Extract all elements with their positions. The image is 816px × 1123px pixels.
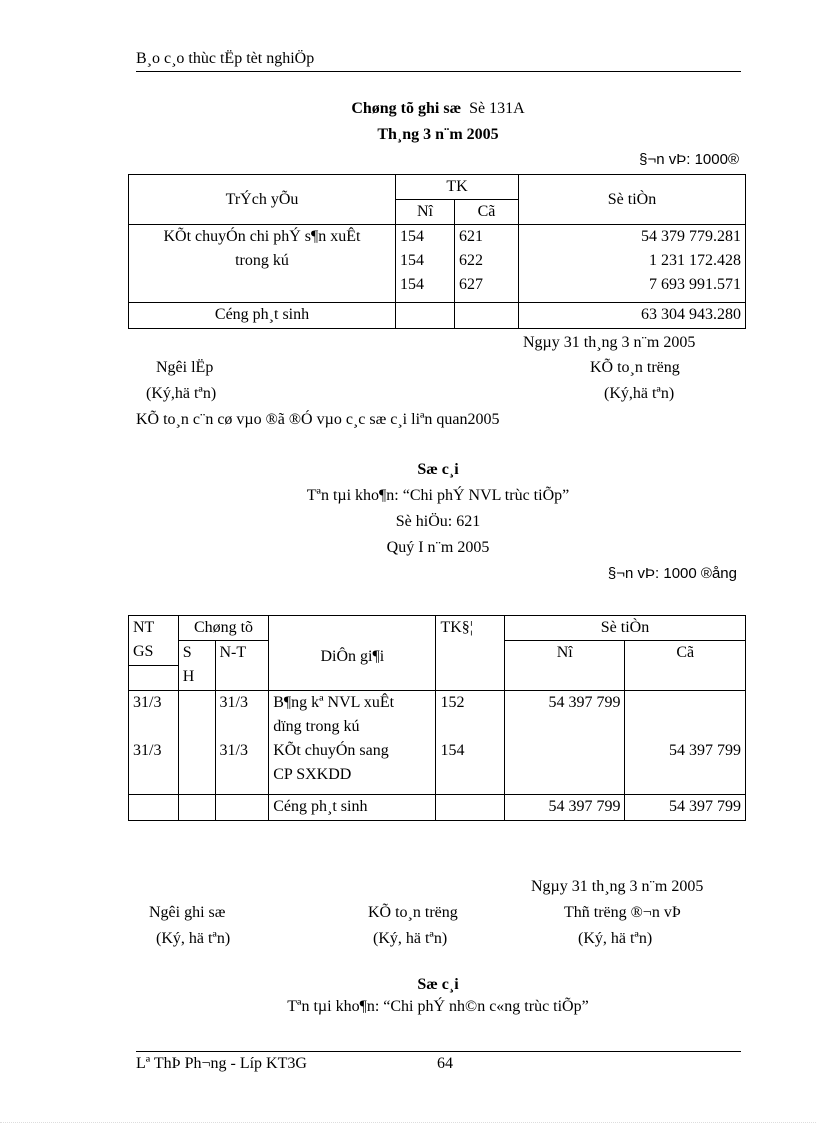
col-desc-header: DiÔn gi¶i	[269, 616, 436, 691]
header-rule	[136, 71, 741, 72]
voucher-unit: §¬n vÞ: 1000®	[639, 151, 739, 168]
col-amount-header: Sè tiÒn	[504, 616, 745, 641]
page-number: 64	[437, 1055, 453, 1072]
col-amount-header: Sè tiÒn	[519, 175, 746, 225]
col-voucher-header: Chøng tõ	[178, 616, 268, 641]
row-credit: 54 397 799	[625, 691, 746, 795]
footer-author: Lª ThÞ Ph¬ng - Líp KT3G	[136, 1055, 307, 1072]
col-debit-header: Nî	[504, 641, 624, 691]
voucher-date: Ngµy 31 th¸ng 3 n¨m 2005	[523, 334, 696, 351]
col-tk-header: TK§¦	[436, 616, 505, 691]
table-row	[129, 691, 746, 795]
voucher-note: KÕ to¸n c¨n cø vµo ®ã ®Ó vµo c¸c sæ c¸i liªn quan2005	[136, 411, 500, 428]
ledger-unit: §¬n vÞ: 1000 ®ång	[607, 565, 737, 582]
voucher-title: Chøng tõ ghi sæ Sè 131A	[351, 100, 525, 117]
row-tk: 152 154	[436, 691, 505, 795]
col-nt-header: NT GS	[129, 616, 179, 666]
ledger-account-number: Sè hiÖu: 621	[395, 513, 481, 530]
ledger-sig2-sign: (Ký, hä tªn)	[373, 930, 448, 947]
ledger-total-debit: 54 397 799	[504, 795, 624, 821]
voucher-period: Th¸ng 3 n¨m 2005	[377, 126, 499, 143]
ledger-sig3: Thñ trëng ®¬n vÞ	[564, 904, 681, 921]
voucher-amounts: 54 379 779.281 1 231 172.428 7 693 991.571	[519, 225, 746, 303]
row-nt: 31/3 31/3	[215, 691, 269, 795]
col-desc-header: TrÝch yÕu	[129, 175, 396, 225]
total-amount: 63 304 943.280	[519, 303, 746, 329]
col-credit-header: Cã	[625, 641, 746, 691]
ledger-sig2: KÕ to¸n trëng	[368, 904, 458, 921]
voucher-preparer-sign: (Ký,hä tªn)	[146, 385, 217, 402]
voucher-preparer: Ngêi lËp	[156, 359, 214, 376]
ledger-period: Quý I n¨m 2005	[386, 539, 490, 556]
ledger-total-label: Céng ph¸t sinh	[269, 795, 436, 821]
ledger-total-credit: 54 397 799	[625, 795, 746, 821]
voucher-accountant: KÕ to¸n trëng	[590, 359, 680, 376]
row-desc: B¶ng kª NVL xuÊt dïng trong kú KÕt chuyÓn sang CP SXKDD	[269, 691, 436, 795]
col-sh-header: S H	[178, 641, 215, 691]
ledger-table	[128, 615, 746, 821]
voucher-desc: KÕt chuyÓn chi phÝ s¶n xuÊt trong kú	[129, 225, 396, 303]
voucher-debit-accounts: 154 154 154	[396, 225, 455, 303]
ledger2-title: Sæ c¸i	[417, 976, 459, 993]
col-tk-header: TK	[396, 175, 519, 200]
ledger2-account-name: Tªn tµi kho¶n: “Chi phÝ nh©n c«ng trùc tiÕp”	[287, 998, 589, 1015]
total-row	[129, 303, 746, 329]
row-debit: 54 397 799	[504, 691, 624, 795]
ledger-sig1: Ngêi ghi sæ	[149, 904, 226, 921]
col-credit-header: Cã	[455, 200, 519, 225]
table-row	[129, 225, 746, 303]
running-header: B¸o c¸o thùc tËp tèt nghiÖp	[136, 50, 315, 67]
col-nt2-header: N-T	[215, 641, 269, 691]
voucher-credit-accounts: 621 622 627	[455, 225, 519, 303]
ledger-title: Sæ c¸i	[417, 461, 459, 478]
total-row	[129, 795, 746, 821]
voucher-accountant-sign: (Ký,hä tªn)	[604, 385, 675, 402]
voucher-table	[128, 174, 746, 329]
row-dates: 31/3 31/3	[129, 691, 179, 795]
col-debit-header: Nî	[396, 200, 455, 225]
ledger-date: Ngµy 31 th¸ng 3 n¨m 2005	[531, 878, 704, 895]
ledger-sig3-sign: (Ký, hä tªn)	[578, 930, 653, 947]
total-label: Céng ph¸t sinh	[129, 303, 396, 329]
footer-rule	[136, 1051, 741, 1052]
ledger-account-name: Tªn tµi kho¶n: “Chi phÝ NVL trùc tiÕp”	[306, 487, 570, 504]
ledger-sig1-sign: (Ký, hä tªn)	[156, 930, 231, 947]
